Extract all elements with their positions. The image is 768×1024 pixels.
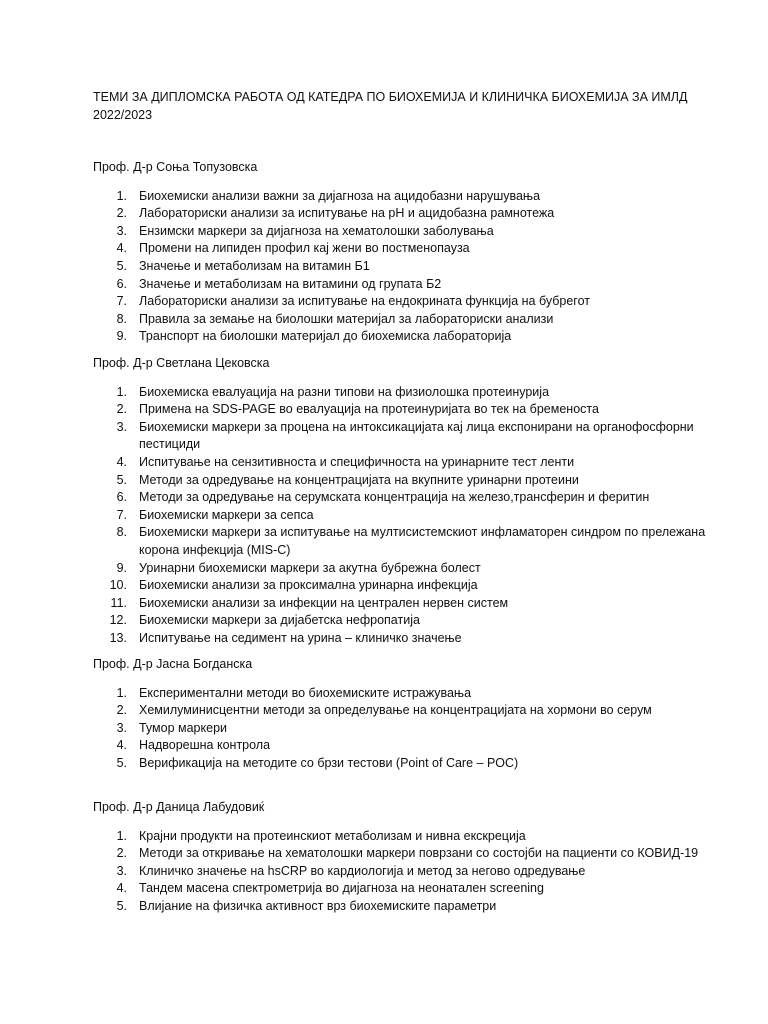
item-number: 3. [116,863,127,878]
list-item [93,384,713,402]
topic-text: Примена на SDS-PAGE во евалуација на протеинуријата во тек на бременоста [139,402,599,417]
topic-text: Испитување на сензитивноста и специфичноста на уринарните тест ленти [139,454,575,469]
list-item [93,524,713,559]
list-item [93,328,713,346]
topic-list [93,384,713,648]
professor-name: Проф. Д-р Даница Лабудовиќ [93,800,265,814]
item-number: 4. [116,738,127,753]
professor-section [93,355,713,648]
topic-text: Уринарни биохемиски маркери за акутна бубрежна болест [139,560,481,575]
item-number: 1. [116,188,127,203]
list-item [93,595,713,613]
professor-name: Проф. Д-р Светлана Цековска [93,356,270,370]
document-title: ТЕМИ ЗА ДИПЛОМСКА РАБОТА ОД КАТЕДРА ПО БИОХЕМИЈА И КЛИНИЧКА БИОХЕМИЈА ЗА ИМЛД 2022/2023 [93,90,688,122]
topic-text: Биохемиски маркери за сепса [139,507,314,522]
list-item [93,630,713,648]
topic-text: Методи за одредување на серумската концентрација на железо,трансферин и феритин [139,490,650,505]
topic-list [93,188,713,346]
item-number: 2. [116,402,127,417]
topic-text: Биохемиски маркери за дијабетска нефропатија [139,613,420,628]
topic-text: Влијание на физичка активност врз биохемиските параметри [139,898,497,913]
list-item [93,454,713,472]
list-item [93,507,713,525]
item-number: 13. [109,630,127,645]
topic-text: Биохемиски маркери за испитување на мултисистемскиот инфламаторен синдром по прележана корона инфекција (MIS-C) [139,525,706,557]
list-item [93,419,713,454]
professor-section [93,656,713,773]
topic-text: Лабораториски анализи за испитување на pH и ацидобазна рамнотежа [139,206,555,221]
item-number: 9. [116,560,127,575]
list-item [93,205,713,223]
professor-name: Проф. Д-р Соња Топузовска [93,160,258,174]
topic-text: Тумор маркери [139,720,228,735]
list-item [93,577,713,595]
item-number: 5. [116,755,127,770]
list-item [93,240,713,258]
list-item [93,188,713,206]
topic-text: Експериментални методи во биохемиските истражувања [139,685,472,700]
item-number: 5. [116,258,127,273]
list-item [93,258,713,276]
professor-name: Проф. Д-р Јасна Богданска [93,657,253,671]
list-item [93,737,713,755]
topic-text: Биохемиска евалуација на разни типови на физиолошка протеинурија [139,384,550,399]
item-number: 10. [109,578,127,593]
topic-text: Крајни продукти на протеинскиот метаболизам и нивна екскреција [139,828,526,843]
list-item [93,489,713,507]
item-number: 1. [116,384,127,399]
topic-text: Тандем масена спектрометрија во дијагноза на неонатален screening [139,881,544,896]
list-item [93,702,713,720]
list-item [93,863,713,881]
list-item [93,612,713,630]
item-number: 1. [116,685,127,700]
item-number: 4. [116,454,127,469]
item-number: 6. [116,490,127,505]
topic-text: Клиничко значење на hsCRP во кардиологија и метод за негово одредување [139,863,586,878]
list-item [93,898,713,916]
list-item [93,311,713,329]
item-number: 8. [116,311,127,326]
item-number: 2. [116,703,127,718]
topic-text: Биохемиски анализи за инфекции на централен нервен систем [139,595,509,610]
list-item [93,828,713,846]
item-number: 2. [116,206,127,221]
topic-text: Значење и метаболизам на витамини од групата Б2 [139,276,442,291]
list-item [93,401,713,419]
topic-text: Методи за откривање на хематолошки маркери поврзани со состојби на пациенти со КОВИД-19 [139,846,699,861]
professor-section [93,159,713,346]
item-number: 3. [116,720,127,735]
list-item [93,755,713,773]
item-number: 6. [116,276,127,291]
topic-text: Значење и метаболизам на витамин Б1 [139,258,370,273]
list-item [93,276,713,294]
topic-list [93,685,713,773]
item-number: 4. [116,241,127,256]
topic-text: Биохемиски анализи важни за дијагноза на ацидобазни нарушувања [139,188,541,203]
topic-text: Биохемиски анализи за проксимална уринарна инфекција [139,578,478,593]
list-item [93,223,713,241]
topic-text: Ензимски маркери за дијагноза на хематолошки заболувања [139,223,494,238]
list-item [93,685,713,703]
topic-text: Биохемиски маркери за процена на интоксикацијата кај лица експонирани на органофосфорни пестициди [139,419,694,452]
list-item [93,560,713,578]
list-item [93,293,713,311]
item-number: 1. [116,828,127,843]
list-item [93,720,713,738]
topic-text: Транспорт на биолошки материјал до биохемиска лабораторија [139,329,512,344]
topic-text: Правила за земање на биолошки материјал за лабораториски анализи [139,311,554,326]
item-number: 3. [116,419,127,434]
item-number: 7. [116,294,127,309]
list-item [93,845,713,863]
topic-list [93,828,713,916]
item-number: 11. [110,595,127,610]
topic-text: Промени на липиден профил кај жени во постменопауза [139,241,470,256]
topic-text: Хемилуминисцентни методи за определување на концентрацијата на хормони во серум [139,703,652,718]
item-number: 12. [109,613,127,628]
item-number: 9. [116,329,127,344]
list-item [93,880,713,898]
professor-section [93,799,713,916]
topic-text: Лабораториски анализи за испитување на ендокрината функција на бубрегот [139,294,590,309]
item-number: 3. [116,223,127,238]
topic-text: Испитување на седимент на урина – клиничко значење [139,630,462,645]
list-item [93,472,713,490]
item-number: 5. [116,898,127,913]
item-number: 5. [116,472,127,487]
item-number: 7. [116,507,127,522]
item-number: 8. [116,525,127,540]
topic-text: Методи за одредување на концентрацијата на вкупните уринарни протеини [139,472,579,487]
item-number: 2. [116,846,127,861]
topic-text: Верификација на методите со брзи тестови (Point of Care – POC) [139,755,519,770]
item-number: 4. [116,881,127,896]
topic-text: Надворешна контрола [139,738,271,753]
